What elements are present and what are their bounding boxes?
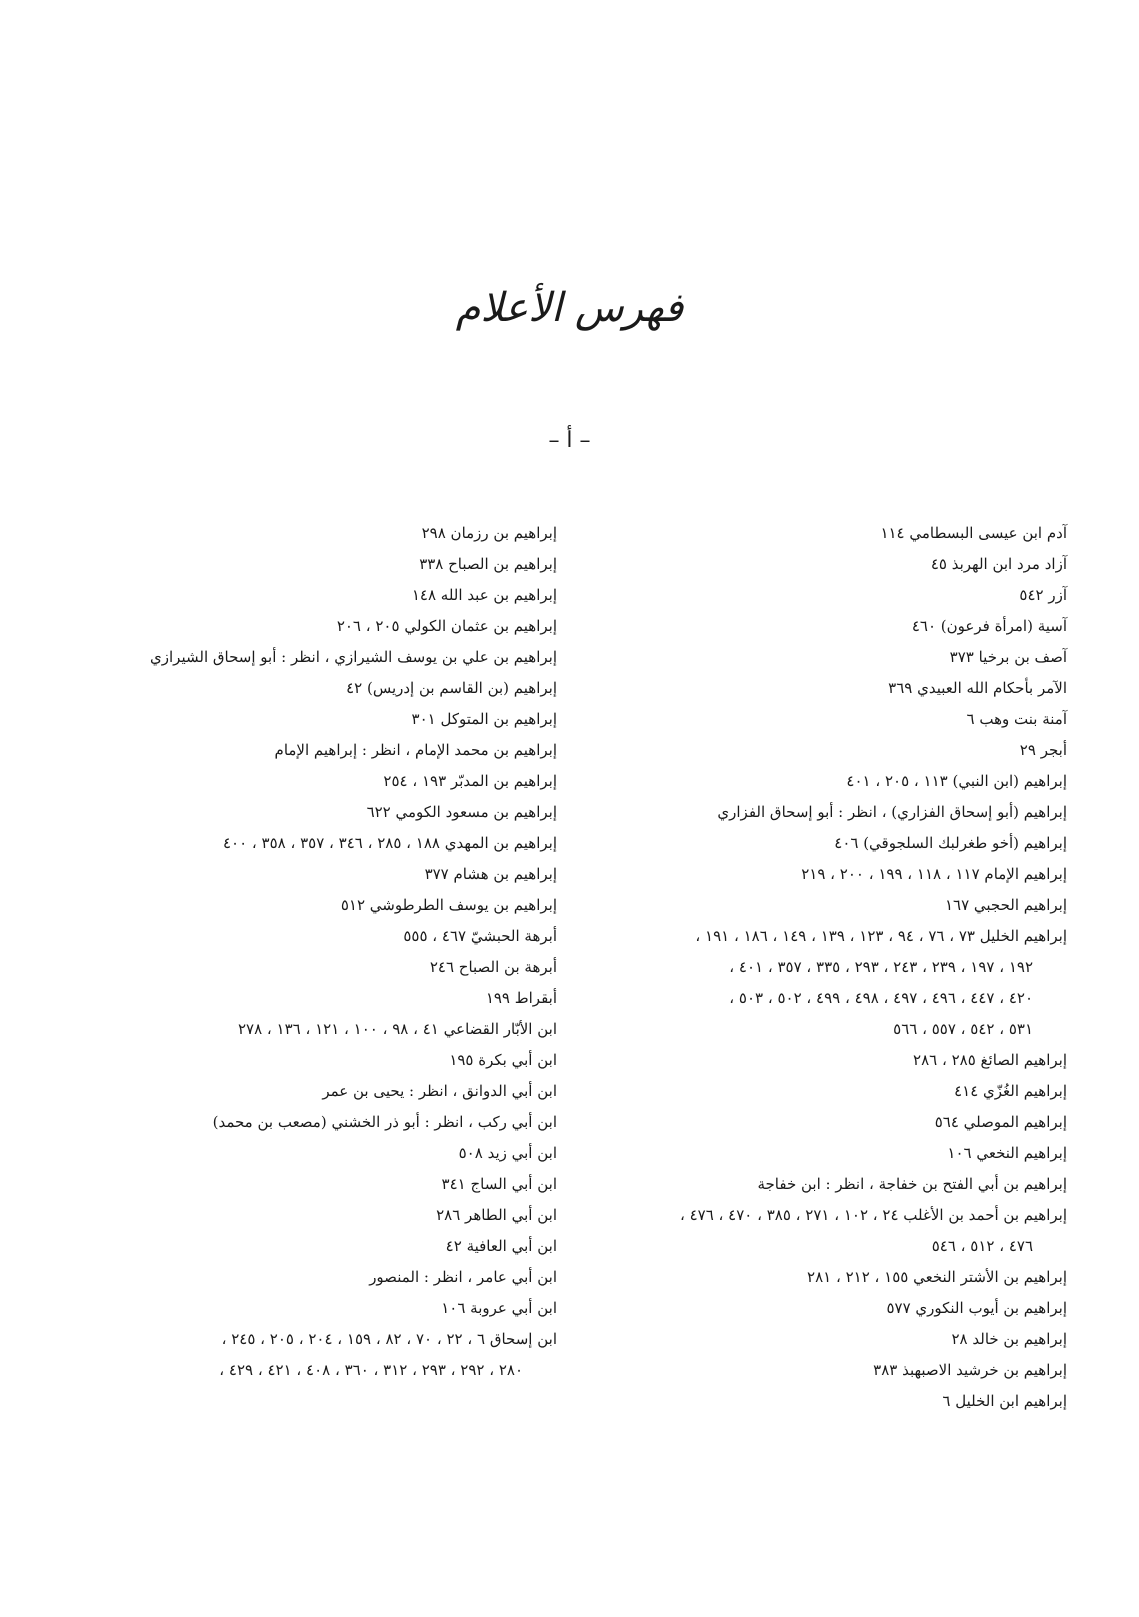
index-entry: إبراهيم (ابن النبي) ١١٣ ، ٢٠٥ ، ٤٠١ — [846, 772, 1067, 790]
index-entry: إبراهيم الموصلي ٥٦٤ — [934, 1113, 1067, 1131]
index-entry: ابن إسحاق ٦ ، ٢٢ ، ٧٠ ، ٨٢ ، ١٥٩ ، ٢٠٤ ، ٢٠٥ ، ٢٤٥ ، — [221, 1330, 557, 1348]
index-entry: إبراهيم الغُزّي ٤١٤ — [954, 1082, 1067, 1100]
index-entry: ٤٧٦ ، ٥١٢ ، ٥٤٦ — [931, 1237, 1033, 1255]
index-entry: إبراهيم بن عثمان الكولي ٢٠٥ ، ٢٠٦ — [336, 617, 557, 635]
index-entry: إبراهيم بن المهدي ١٨٨ ، ٢٨٥ ، ٣٤٦ ، ٣٥٧ ، ٣٥٨ ، ٤٠٠ — [222, 834, 557, 852]
index-entry: ابن أبي عامر ، انظر : المنصور — [369, 1268, 557, 1286]
index-entry: إبراهيم بن علي بن يوسف الشيرازي ، انظر : أبو إسحاق الشيرازي — [150, 648, 557, 666]
index-entry: إبراهيم الحجبي ١٦٧ — [944, 896, 1067, 914]
index-entry: أبجر ٢٩ — [1019, 741, 1067, 759]
index-entry: ابن أبي الطاهر ٢٨٦ — [436, 1206, 557, 1224]
index-entry: إبراهيم بن محمد الإمام ، انظر : إبراهيم الإمام — [274, 741, 557, 759]
index-entry: أبرهة بن الصباح ٢٤٦ — [429, 958, 557, 976]
index-entry: إبراهيم بن المتوكل ٣٠١ — [411, 710, 557, 728]
index-entry: آصف بن برخيا ٣٧٣ — [949, 648, 1067, 666]
index-entry: ٤٢٠ ، ٤٤٧ ، ٤٩٦ ، ٤٩٧ ، ٤٩٨ ، ٤٩٩ ، ٥٠٢ ، ٥٠٣ ، — [729, 989, 1033, 1007]
index-entry: إبراهيم بن أحمد بن الأغلب ٢٤ ، ١٠٢ ، ٢٧١ ، ٣٨٥ ، ٤٧٠ ، ٤٧٦ ، — [679, 1206, 1067, 1224]
index-entry: آسية (امرأة فرعون) ٤٦٠ — [911, 617, 1067, 635]
index-entry: ابن أبي ركب ، انظر : أبو ذر الخشني (مصعب بن محمد) — [212, 1113, 557, 1131]
index-entry: الآمر بأحكام الله العبيدي ٣٦٩ — [888, 679, 1067, 697]
index-entry: إبراهيم (أبو إسحاق الفزاري) ، انظر : أبو إسحاق الفزاري — [717, 803, 1067, 821]
index-entry: إبراهيم بن خرشيد الاصبهبذ ٣٨٣ — [873, 1361, 1067, 1379]
index-entry: ابن أبي الدوانق ، انظر : يحيى بن عمر — [322, 1082, 557, 1100]
index-entry: إبراهيم الصائغ ٢٨٥ ، ٢٨٦ — [913, 1051, 1067, 1069]
index-entry: ٥٣١ ، ٥٤٢ ، ٥٥٧ ، ٥٦٦ — [893, 1020, 1033, 1038]
section-letter-heading: – أ – — [548, 428, 591, 453]
index-entry: آزاد مرد ابن الهربذ ٤٥ — [930, 555, 1067, 573]
index-entry: ابن الأبّار القضاعي ٤١ ، ٩٨ ، ١٠٠ ، ١٢١ ، ١٣٦ ، ٢٧٨ — [237, 1020, 557, 1038]
index-entry: ١٩٢ ، ١٩٧ ، ٢٣٩ ، ٢٤٣ ، ٢٩٣ ، ٣٣٥ ، ٣٥٧ ، ٤٠١ ، — [729, 958, 1033, 976]
index-entry: إبراهيم بن الأشتر النخعي ١٥٥ ، ٢١٢ ، ٢٨١ — [807, 1268, 1067, 1286]
index-entry: إبراهيم (بن القاسم بن إدريس) ٤٢ — [346, 679, 557, 697]
index-entry: إبراهيم بن المدبّر ١٩٣ ، ٢٥٤ — [383, 772, 557, 790]
index-entry: ابن أبي عروبة ١٠٦ — [441, 1299, 557, 1317]
index-entry: ابن أبي العافية ٤٢ — [445, 1237, 557, 1255]
index-entry: ابن أبي الساج ٣٤١ — [441, 1175, 557, 1193]
index-entry: ابن أبي بكرة ١٩٥ — [449, 1051, 557, 1069]
index-entry: أبرهة الحبشيّ ٤٦٧ ، ٥٥٥ — [403, 927, 557, 945]
index-entry: إبراهيم بن خالد ٢٨ — [951, 1330, 1067, 1348]
index-entry: آزر ٥٤٢ — [1019, 586, 1067, 604]
index-entry: إبراهيم بن يوسف الطرطوشي ٥١٢ — [340, 896, 557, 914]
index-entry: إبراهيم بن هشام ٣٧٧ — [424, 865, 557, 883]
index-entry: ابن أبي زيد ٥٠٨ — [458, 1144, 557, 1162]
index-entry: إبراهيم ابن الخليل ٦ — [942, 1392, 1067, 1410]
index-entry: إبراهيم (أخو طغرلبك السلجوقي) ٤٠٦ — [834, 834, 1067, 852]
index-entry: إبراهيم بن رزمان ٢٩٨ — [421, 524, 557, 542]
index-entry: آدم ابن عيسى البسطامي ١١٤ — [880, 524, 1067, 542]
index-entry: إبراهيم الخليل ٧٣ ، ٧٦ ، ٩٤ ، ١٢٣ ، ١٣٩ ، ١٤٩ ، ١٨٦ ، ١٩١ ، — [695, 927, 1067, 945]
index-entry: إبراهيم الإمام ١١٧ ، ١١٨ ، ١٩٩ ، ٢٠٠ ، ٢١٩ — [801, 865, 1067, 883]
index-entry: ٢٨٠ ، ٢٩٢ ، ٢٩٣ ، ٣١٢ ، ٣٦٠ ، ٤٠٨ ، ٤٢١ ، ٤٢٩ ، — [219, 1361, 523, 1379]
page-title: فهرس الأعلام — [455, 285, 684, 331]
index-entry: أبقراط ١٩٩ — [485, 989, 557, 1007]
index-column-right — [577, 518, 1067, 1417]
index-column-left — [62, 518, 557, 1386]
index-entry: إبراهيم بن أيوب النكوري ٥٧٧ — [886, 1299, 1067, 1317]
index-entry: إبراهيم النخعي ١٠٦ — [947, 1144, 1067, 1162]
index-entry: إبراهيم بن أبي الفتح بن خفاجة ، انظر : ابن خفاجة — [757, 1175, 1067, 1193]
index-entry: إبراهيم بن الصباح ٣٣٨ — [419, 555, 557, 573]
index-entry: إبراهيم بن عبد الله ١٤٨ — [411, 586, 557, 604]
index-entry: إبراهيم بن مسعود الكومي ٦٢٢ — [366, 803, 557, 821]
index-entry: آمنة بنت وهب ٦ — [966, 710, 1067, 728]
